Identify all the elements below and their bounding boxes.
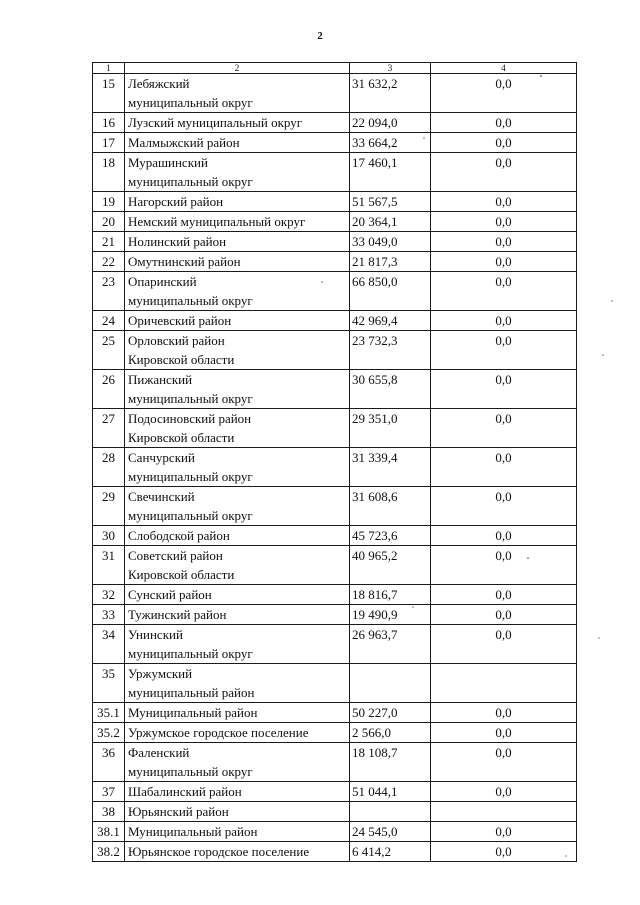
municipality-name	[125, 782, 350, 802]
amount-value: 26 963,7	[350, 625, 431, 664]
municipality-name	[125, 74, 350, 113]
column-4-value	[431, 802, 577, 822]
table-row	[93, 664, 577, 703]
municipality-name	[125, 311, 350, 331]
municipality-name-line: муниципальный округ	[128, 508, 253, 523]
amount-value: 31 632,2	[350, 74, 431, 113]
municipality-name-line: Немский муниципальный округ	[128, 214, 306, 229]
header-col-2: 2	[125, 63, 350, 74]
municipality-name-line: Орловский район	[128, 333, 225, 348]
amount-value: 21 817,3	[350, 252, 431, 272]
municipality-name-line: Юрьянское городское поселение	[128, 844, 310, 859]
table-row	[93, 546, 577, 585]
municipality-name-line: Пижанский	[128, 372, 193, 387]
municipality-name-line: Подосиновский район	[128, 411, 252, 426]
row-number: 18	[93, 153, 125, 192]
table-row	[93, 585, 577, 605]
table-row	[93, 370, 577, 409]
amount-value	[350, 664, 431, 703]
column-4-value: 0,0	[431, 723, 577, 743]
amount-value: 33 049,0	[350, 232, 431, 252]
amount-value: 24 545,0	[350, 822, 431, 842]
column-4-value: 0,0	[431, 331, 577, 370]
row-number: 27	[93, 409, 125, 448]
municipality-name	[125, 664, 350, 703]
municipality-name-line: Опаринский	[128, 274, 197, 289]
municipality-name-line: муниципальный округ	[128, 293, 253, 308]
column-4-value: 0,0	[431, 526, 577, 546]
municipality-name	[125, 842, 350, 862]
municipality-name	[125, 252, 350, 272]
municipality-name-line: Уржумское городское поселение	[128, 725, 309, 740]
amount-value: 18 816,7	[350, 585, 431, 605]
municipality-name-line: Кировской области	[128, 567, 235, 582]
municipality-name	[125, 192, 350, 212]
row-number: 21	[93, 232, 125, 252]
municipality-name-line: муниципальный округ	[128, 646, 253, 661]
row-number: 35	[93, 664, 125, 703]
municipality-name-line: Советский район	[128, 548, 223, 563]
table-row	[93, 822, 577, 842]
column-4-value: 0,0	[431, 448, 577, 487]
row-number: 24	[93, 311, 125, 331]
municipality-name	[125, 802, 350, 822]
amount-value: 29 351,0	[350, 409, 431, 448]
column-4-value: 0,0	[431, 546, 577, 585]
column-4-value: 0,0	[431, 232, 577, 252]
amount-value: 23 732,3	[350, 331, 431, 370]
municipality-name	[125, 153, 350, 192]
column-4-value: 0,0	[431, 782, 577, 802]
municipality-name-line: Тужинский район	[128, 607, 227, 622]
municipality-name	[125, 331, 350, 370]
column-4-value: 0,0	[431, 153, 577, 192]
row-number: 20	[93, 212, 125, 232]
amount-value: 50 227,0	[350, 703, 431, 723]
table-row	[93, 842, 577, 862]
amount-value: 40 965,2	[350, 546, 431, 585]
column-4-value: 0,0	[431, 370, 577, 409]
table-row	[93, 448, 577, 487]
column-4-value: 0,0	[431, 311, 577, 331]
row-number: 34	[93, 625, 125, 664]
row-number: 17	[93, 133, 125, 153]
municipality-name-line: Кировской области	[128, 430, 235, 445]
municipality-name-line: муниципальный округ	[128, 95, 253, 110]
amount-value: 33 664,2	[350, 133, 431, 153]
table-row	[93, 625, 577, 664]
row-number: 33	[93, 605, 125, 625]
municipality-name-line: Шабалинский район	[128, 784, 242, 799]
table-row	[93, 74, 577, 113]
municipality-name-line: Оричевский район	[128, 313, 232, 328]
row-number: 38	[93, 802, 125, 822]
municipality-name	[125, 487, 350, 526]
table-row	[93, 802, 577, 822]
column-4-value: 0,0	[431, 74, 577, 113]
row-number: 25	[93, 331, 125, 370]
header-col-4: 4	[431, 63, 577, 74]
municipality-name	[125, 370, 350, 409]
table-row	[93, 212, 577, 232]
municipality-name-line: Муниципальный район	[128, 824, 258, 839]
amount-value: 17 460,1	[350, 153, 431, 192]
column-4-value: 0,0	[431, 252, 577, 272]
municipality-name-line: Сунский район	[128, 587, 212, 602]
row-number: 22	[93, 252, 125, 272]
row-number: 19	[93, 192, 125, 212]
row-number: 35.2	[93, 723, 125, 743]
municipality-name	[125, 232, 350, 252]
municipality-name	[125, 113, 350, 133]
table-row	[93, 113, 577, 133]
municipality-name-line: муниципальный район	[128, 685, 255, 700]
municipality-name-line: Унинский	[128, 627, 183, 642]
row-number: 15	[93, 74, 125, 113]
amount-value: 30 655,8	[350, 370, 431, 409]
municipality-name-line: муниципальный округ	[128, 469, 253, 484]
table-row	[93, 526, 577, 546]
table-row	[93, 409, 577, 448]
municipality-name	[125, 409, 350, 448]
column-4-value: 0,0	[431, 605, 577, 625]
municipality-name	[125, 723, 350, 743]
amount-value: 31 339,4	[350, 448, 431, 487]
table-row	[93, 133, 577, 153]
municipality-name	[125, 272, 350, 311]
table-row	[93, 232, 577, 252]
table-row	[93, 153, 577, 192]
municipality-name	[125, 133, 350, 153]
column-4-value	[431, 664, 577, 703]
amount-value: 22 094,0	[350, 113, 431, 133]
municipality-name-line: Нолинский район	[128, 234, 227, 249]
municipality-name	[125, 605, 350, 625]
municipality-name-line: Санчурский	[128, 450, 195, 465]
page-number: 2	[317, 30, 323, 42]
row-number: 16	[93, 113, 125, 133]
municipality-name-line: Муниципальный район	[128, 705, 258, 720]
table-body	[93, 63, 577, 862]
municipality-name	[125, 625, 350, 664]
municipality-name	[125, 212, 350, 232]
amount-value: 6 414,2	[350, 842, 431, 862]
municipality-name-line: Фаленский	[128, 745, 190, 760]
column-4-value: 0,0	[431, 113, 577, 133]
table-row	[93, 311, 577, 331]
row-number: 30	[93, 526, 125, 546]
table-row	[93, 703, 577, 723]
municipality-name-line: муниципальный округ	[128, 174, 253, 189]
municipality-name-line: Малмыжский район	[128, 135, 240, 150]
municipality-name	[125, 822, 350, 842]
column-4-value: 0,0	[431, 487, 577, 526]
amount-value: 2 566,0	[350, 723, 431, 743]
municipality-name-line: Уржумский	[128, 666, 193, 681]
table-row	[93, 192, 577, 212]
amount-value: 66 850,0	[350, 272, 431, 311]
amount-value	[350, 802, 431, 822]
column-4-value: 0,0	[431, 842, 577, 862]
municipality-name-line: Мурашинский	[128, 155, 208, 170]
municipality-name-line: муниципальный округ	[128, 764, 253, 779]
column-4-value: 0,0	[431, 625, 577, 664]
row-number: 28	[93, 448, 125, 487]
table-row	[93, 272, 577, 311]
header-col-3: 3	[350, 63, 431, 74]
municipality-name-line: Юрьянский район	[128, 804, 229, 819]
column-4-value: 0,0	[431, 703, 577, 723]
column-4-value: 0,0	[431, 272, 577, 311]
column-4-value: 0,0	[431, 212, 577, 232]
row-number: 36	[93, 743, 125, 782]
municipality-name	[125, 585, 350, 605]
row-number: 37	[93, 782, 125, 802]
header-col-1: 1	[93, 63, 125, 74]
table-row	[93, 605, 577, 625]
table-row	[93, 487, 577, 526]
table-row	[93, 252, 577, 272]
budget-table	[92, 62, 577, 862]
municipality-name-line: Лузский муниципальный округ	[128, 115, 303, 130]
amount-value: 20 364,1	[350, 212, 431, 232]
row-number: 38.1	[93, 822, 125, 842]
amount-value: 19 490,9	[350, 605, 431, 625]
row-number: 23	[93, 272, 125, 311]
municipality-name-line: Свечинский	[128, 489, 195, 504]
amount-value: 18 108,7	[350, 743, 431, 782]
municipality-name	[125, 743, 350, 782]
row-number: 32	[93, 585, 125, 605]
table-row	[93, 782, 577, 802]
column-4-value: 0,0	[431, 585, 577, 605]
amount-value: 31 608,6	[350, 487, 431, 526]
row-number: 35.1	[93, 703, 125, 723]
column-4-value: 0,0	[431, 743, 577, 782]
municipality-name-line: Нагорский район	[128, 194, 224, 209]
municipality-name-line: Лебяжский	[128, 76, 190, 91]
table-row	[93, 331, 577, 370]
amount-value: 42 969,4	[350, 311, 431, 331]
row-number: 26	[93, 370, 125, 409]
municipality-name-line: Слободской район	[128, 528, 230, 543]
municipality-name	[125, 448, 350, 487]
column-4-value: 0,0	[431, 133, 577, 153]
row-number: 31	[93, 546, 125, 585]
table-header-row	[93, 63, 577, 74]
municipality-name-line: Омутнинский район	[128, 254, 241, 269]
amount-value: 45 723,6	[350, 526, 431, 546]
row-number: 29	[93, 487, 125, 526]
column-4-value: 0,0	[431, 409, 577, 448]
municipality-name-line: Кировской области	[128, 352, 235, 367]
municipality-name	[125, 703, 350, 723]
municipality-name	[125, 546, 350, 585]
column-4-value: 0,0	[431, 822, 577, 842]
amount-value: 51 044,1	[350, 782, 431, 802]
municipality-name-line: муниципальный округ	[128, 391, 253, 406]
table-row	[93, 723, 577, 743]
amount-value: 51 567,5	[350, 192, 431, 212]
table-row	[93, 743, 577, 782]
municipality-name	[125, 526, 350, 546]
row-number: 38.2	[93, 842, 125, 862]
column-4-value: 0,0	[431, 192, 577, 212]
